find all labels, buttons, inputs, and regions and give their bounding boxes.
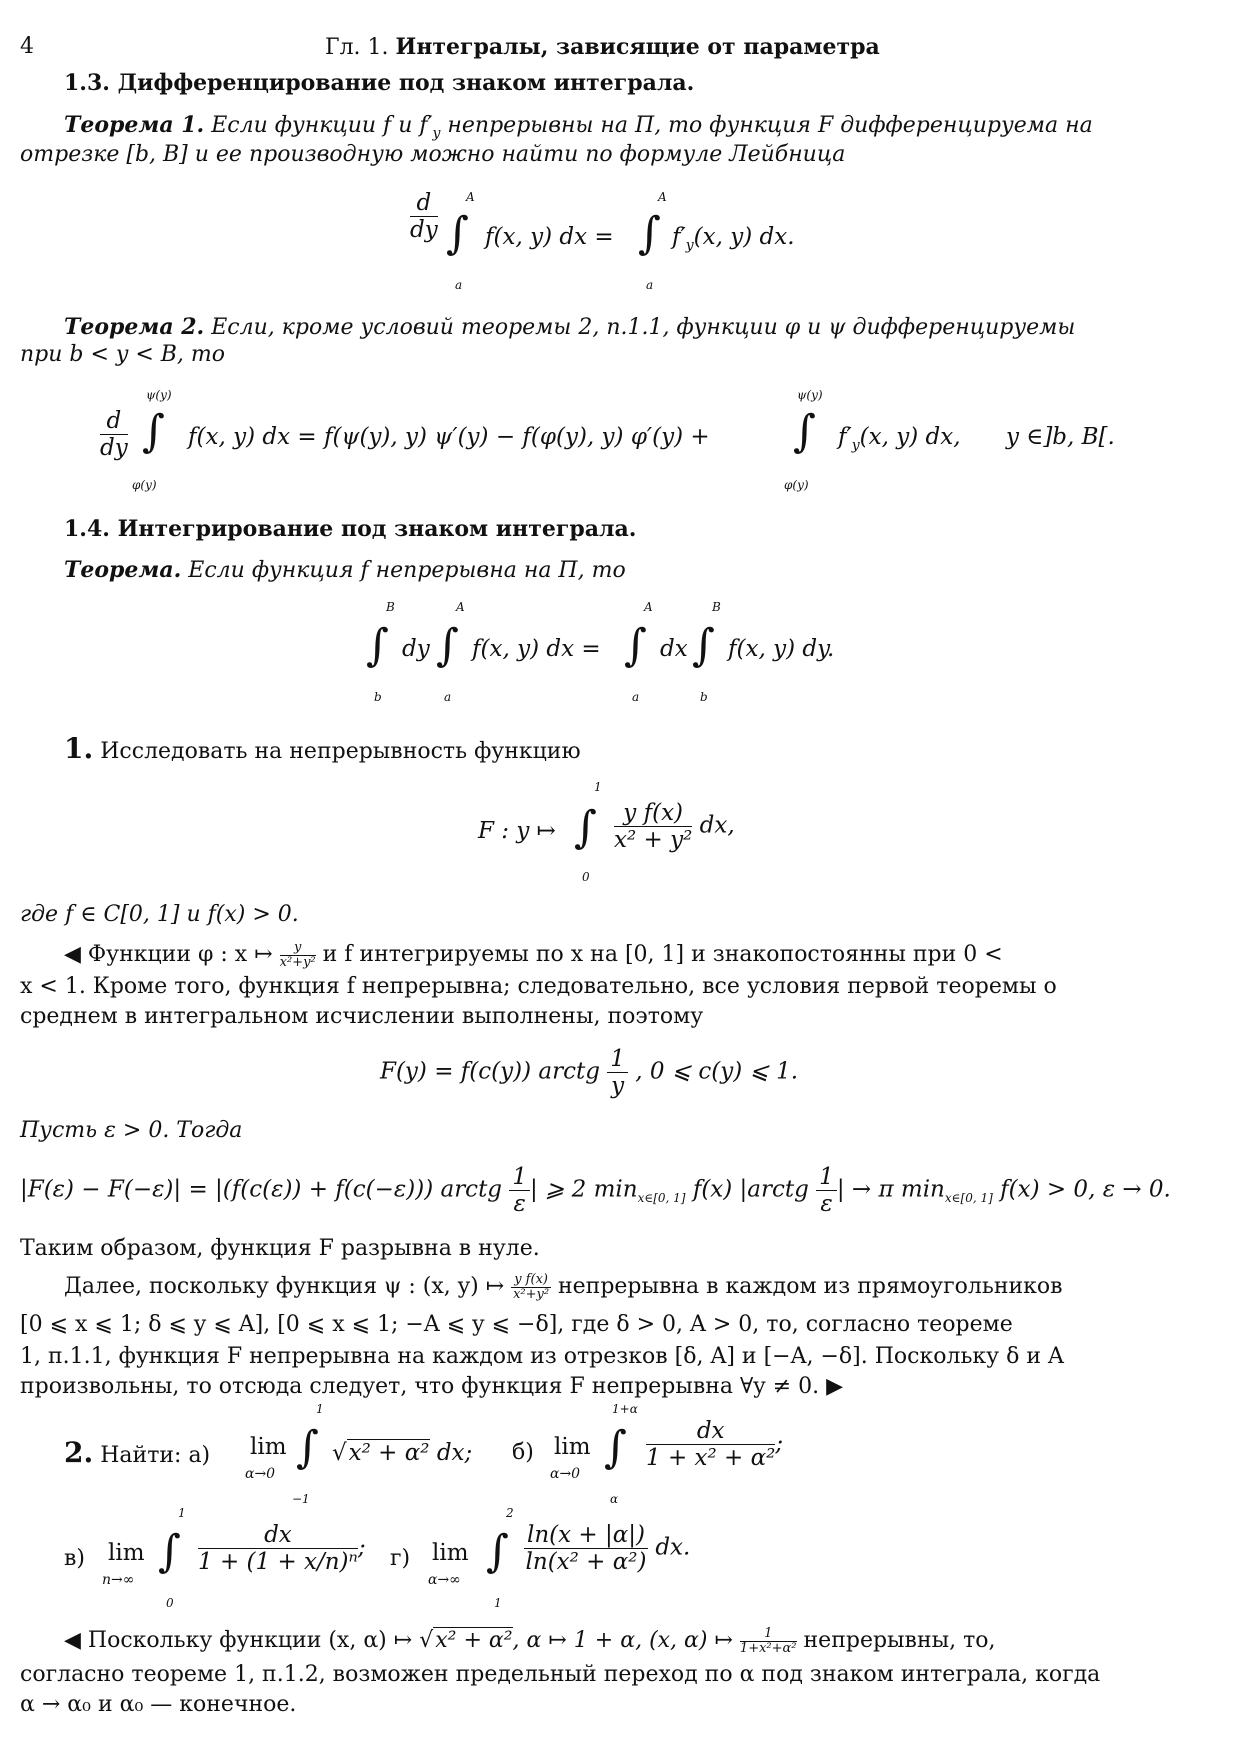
formula-2-lower-2: φ(y) xyxy=(784,478,809,492)
problem-2-solution-line-2: согласно теореме 1, п.1.2, возможен предельный переход по α под знаком интеграла, когда xyxy=(20,1662,1101,1687)
problem-1-text: Исследовать на непрерывность функцию xyxy=(100,739,581,764)
formula-2-upper-1: ψ(y) xyxy=(146,388,172,402)
problem-2-number: 2. xyxy=(64,1436,94,1469)
theorem-2-label: Теорема 2. xyxy=(64,314,205,340)
theorem-1-text-a: Если функции f и f′ xyxy=(211,113,433,138)
integral-sign-icon: ∫ xyxy=(604,1422,627,1473)
fubini-lower-4: b xyxy=(700,690,708,704)
inequality-formula: |F(ε) − F(−ε)| = |(f(c(ε)) + f(c(−ε))) arctg $\frac{1}{\varepsilon}$ | ⩾ 2 $\min_{x\in[0, 1]} f(x)$ |arctg $\frac{1}{\varepsilon}$ | → π $\min_{x\in[0, 1]} f(x) > 0$, ε → 0. xyxy=(20,1164,1171,1217)
integral-sign-icon: ∫ xyxy=(366,620,389,671)
sqrt-icon: √ xyxy=(332,1440,347,1466)
formula-2-main: f(x, y) dx = f(ψ(y), y) ψ′(y) − f(φ(y), y) φ′(y) + xyxy=(188,424,710,450)
page-number: 4 xyxy=(20,34,34,59)
problem-1-upper: 1 xyxy=(594,780,602,794)
section-1-3-heading: 1.3. Дифференцирование под знаком интеграла. xyxy=(64,70,695,96)
running-head xyxy=(325,34,880,60)
formula-2-tail: $f'_y(x$, y) dx, xyxy=(838,424,961,454)
limit-g: lim xyxy=(432,1540,469,1566)
running-head-prefix: Гл. 1. xyxy=(325,35,389,60)
formula-2-upper-2: ψ(y) xyxy=(797,388,823,402)
integral-sign-icon: ∫ xyxy=(436,620,459,671)
fubini-upper-2: A xyxy=(456,600,465,614)
limit-v-upper: 1 xyxy=(178,1506,186,1520)
limit-g-sub: α→∞ xyxy=(428,1572,461,1588)
problem-1-lower: 0 xyxy=(582,870,590,884)
problem-1-fraction: $\frac{\text{y f(x)}}{\text{x² + y²}}$ dx, xyxy=(614,800,735,853)
problem-2-solution-line-1: ◀ Поскольку функции (x, α) ↦ √x² + α², α ↦ 1 + α, (x, α) ↦ $\frac{1}{\text{1+x²+α²}}$ непрерывны, то, xyxy=(64,1625,996,1656)
integral-sign-icon: ∫ xyxy=(624,620,647,671)
limit-a-integrand: √x² + α² dx; xyxy=(332,1440,473,1466)
problem-1-conclusion: Таким образом, функция F разрывна в нуле. xyxy=(20,1236,540,1261)
theorem-1-sub: y xyxy=(432,125,441,142)
fubini-lower-3: a xyxy=(632,690,640,704)
integral-sign-icon: ∫ xyxy=(296,1422,319,1473)
leibniz-lhs: f(x, y) dx = xyxy=(485,224,614,250)
integral-sign-icon: ∫ xyxy=(446,208,469,259)
problem-1-further-line-3: 1, п.1.1, функция F непрерывна на каждом из отрезков [δ, A] и [−A, −δ]. Поскольку δ и A xyxy=(20,1344,1064,1369)
formula-2-domain: y ∈]b, B[. xyxy=(1006,424,1115,450)
limit-b-upper: 1+α xyxy=(612,1402,638,1416)
sqrt-icon: √x² + α² xyxy=(419,1628,513,1653)
integral-sign-icon: ∫ xyxy=(486,1526,509,1577)
problem-1-F-map: F : y ↦ xyxy=(478,818,556,844)
formula-2-d-dy: $\frac{d}{dy}$ xyxy=(100,408,128,461)
leibniz-rhs: $f'_y(x$, y) dx. xyxy=(672,224,795,254)
d-dy-fraction: $\frac{d}{dy}$ xyxy=(410,190,438,243)
integral-sign-icon: ∫ xyxy=(574,802,597,853)
fubini-dx: dx xyxy=(660,636,688,662)
limit-a: lim xyxy=(250,1434,287,1460)
label-g: г) xyxy=(390,1546,411,1571)
problem-2-solution-line-3: α → α₀ и α₀ — конечное. xyxy=(20,1692,297,1717)
Fy-formula: F(y) = f(c(y)) arctg $\frac{1}{y}$ , 0 ⩽ c(y) ⩽ 1. xyxy=(380,1046,799,1099)
fubini-upper-1: B xyxy=(386,600,395,614)
leibniz-upper-2: A xyxy=(658,190,667,204)
problem-1-further-line-2: [0 ⩽ x ⩽ 1; δ ⩽ y ⩽ A], [0 ⩽ x ⩽ 1; −A ⩽ y ⩽ −δ], где δ > 0, A > 0, то, согласно теореме xyxy=(20,1312,1013,1337)
section-1-4-theorem xyxy=(64,555,626,586)
fubini-upper-4: B xyxy=(712,600,721,614)
theorem-1-text-b: непрерывны на Π, то функция F дифференцируема на xyxy=(440,113,1093,138)
fubini-part-1: f(x, y) dx = xyxy=(472,636,601,662)
limit-v-sub: n→∞ xyxy=(102,1572,135,1588)
theorem-1-line-2: отрезке [b, B] и ее производную можно найти по формуле Лейбница xyxy=(20,142,846,167)
limit-b: lim xyxy=(554,1434,591,1460)
section-1-4-theorem-label: Теорема. xyxy=(64,557,182,583)
integral-sign-icon: ∫ xyxy=(638,208,661,259)
theorem-2-line-2: при b < y < B, то xyxy=(20,342,226,367)
formula-2-lower-1: φ(y) xyxy=(132,478,157,492)
section-1-4-theorem-text: Если функция f непрерывна на Π, то xyxy=(188,558,626,583)
limit-b-sub: α→0 xyxy=(550,1466,581,1482)
limit-g-lower: 1 xyxy=(494,1596,502,1610)
label-v: в) xyxy=(64,1546,85,1571)
limit-a-sub: α→0 xyxy=(245,1466,276,1482)
leibniz-formula xyxy=(410,190,438,243)
fubini-lower-1: b xyxy=(374,690,382,704)
problem-2-find: 2. Найти: а) xyxy=(64,1436,211,1469)
fubini-upper-3: A xyxy=(644,600,653,614)
let-epsilon: Пусть ε > 0. Тогда xyxy=(20,1118,243,1143)
limit-g-fraction: $\frac{\ln(x + |\alpha|)}{\text{ln(x² + α²)}}$ dx. xyxy=(525,1522,691,1575)
integral-sign-icon: ∫ xyxy=(692,620,715,671)
leibniz-upper-1: A xyxy=(466,190,475,204)
fubini-part-2: f(x, y) dy. xyxy=(728,636,835,662)
problem-1-solution-line-2: x < 1. Кроме того, функция f непрерывна; следовательно, все условия первой теоремы о xyxy=(20,974,1057,999)
limit-a-upper: 1 xyxy=(316,1402,324,1416)
limit-b-fraction: $\frac{dx}{\text{1 + x² + α²}}$ ; xyxy=(646,1418,784,1471)
problem-1-solution-line-1: ◀ Функции φ : x ↦ $\frac{y}{\text{x²+y²}}$ и f интегрируемы по x на [0, 1] и знакопостоянны при 0 < xyxy=(64,939,1003,970)
section-1-4-heading: 1.4. Интегрирование под знаком интеграла. xyxy=(64,516,637,542)
problem-1-solution-line-3: среднем в интегральном исчислении выполнены, поэтому xyxy=(20,1004,704,1029)
label-b: б) xyxy=(512,1440,534,1465)
fubini-dy: dy xyxy=(402,636,430,662)
theorem-2-line-1 xyxy=(64,312,1075,343)
leibniz-lower-2: a xyxy=(646,278,654,292)
running-head-title: Интегралы, зависящие от параметра xyxy=(395,34,880,60)
limit-v: lim xyxy=(108,1540,145,1566)
fubini-lower-2: a xyxy=(444,690,452,704)
theorem-2-text-a: Если, кроме условий теоремы 2, п.1.1, функции φ и ψ дифференцируемы xyxy=(211,315,1076,340)
leibniz-lower-1: a xyxy=(455,278,463,292)
integral-sign-icon: ∫ xyxy=(142,406,165,457)
problem-1-number: 1. xyxy=(64,732,94,765)
limit-g-upper: 2 xyxy=(506,1506,514,1520)
limit-a-lower: −1 xyxy=(292,1492,310,1506)
integral-sign-icon: ∫ xyxy=(793,406,816,457)
integral-sign-icon: ∫ xyxy=(158,1526,181,1577)
limit-v-fraction: $\frac{dx}{\text{1 + (1 + x/n)ⁿ}}$ ; xyxy=(198,1522,366,1575)
problem-1-statement xyxy=(64,734,581,767)
problem-1-further-line-1: Далее, поскольку функция ψ : (x, y) ↦ $\frac{\text{y f(x)}}{\text{x²+y²}}$ непрерывна в каждом из прямоугольников xyxy=(64,1271,1063,1302)
limit-v-lower: 0 xyxy=(166,1596,174,1610)
limit-b-lower: α xyxy=(610,1492,619,1506)
theorem-1-label: Теорема 1. xyxy=(64,112,205,138)
problem-1-where: где f ∈ C[0, 1] и f(x) > 0. xyxy=(20,902,299,927)
problem-1-further-line-4: произвольны, то отсюда следует, что функция F непрерывна ∀y ≠ 0. ▶ xyxy=(20,1374,844,1399)
